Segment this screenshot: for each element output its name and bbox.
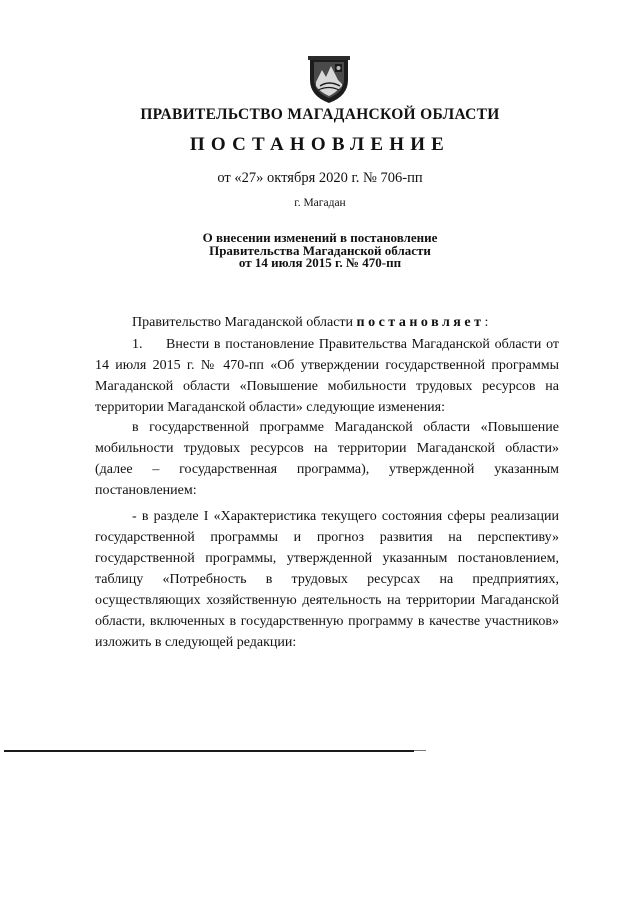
item-1-text: Внести в постановление Правительства Магаданской области от 14 июля 2015 г. № 470-пп «Об утверждении государственной программы Магаданской области «Повышение мобильности трудовых ресурсов на территории Магаданской области» следующие изменения:: [95, 337, 560, 415]
subject-line-2: Правительства Магаданской области: [209, 242, 431, 258]
item-1-number: 1.: [132, 337, 143, 352]
document-type-title: ПОСТАНОВЛЕНИЕ: [189, 134, 451, 155]
document-city: г. Магадан: [294, 197, 346, 209]
coat-of-arms-emblem: [304, 50, 354, 106]
decree-intro: [95, 312, 559, 333]
document-subject: [0, 232, 640, 270]
page-divider-line-tail: [414, 750, 426, 751]
page-divider-line: [4, 750, 414, 752]
subject-line-1: О внесении изменений в постановление: [202, 230, 438, 245]
subject-line-3: от 14 июля 2015 г. № 470-пп: [238, 255, 402, 270]
decree-intro-colon: :: [484, 315, 489, 330]
government-title: ПРАВИТЕЛЬСТВО МАГАДАНСКОЙ ОБЛАСТИ: [140, 106, 500, 123]
decree-item-1: [95, 334, 559, 418]
paragraph-program-changes: в государственной программе Магаданской области «Повышение мобильности трудовых ресурсов на территории Магаданской области» (далее – государственная программа), утвержденной указанным постановлением:: [95, 420, 559, 498]
decree-keyword: постановляет: [356, 315, 485, 330]
document-date-number: от «27» октября 2020 г. № 706-пп: [217, 170, 423, 186]
decree-intro-lead: Правительство Магаданской области: [132, 315, 354, 330]
paragraph-section-i: - в разделе I «Характеристика текущего состояния сферы реализации государственной программы и прогноз развития на перспективу» государственной программы, утвержденной указанным постановлением, таблицу «Потребность в трудовых ресурсах на предприятиях, осуществляющих хозяйственную деятельность на территории Магаданской области, включенных в государственную программу в качестве участников» изложить в следующей редакции:: [95, 509, 559, 650]
